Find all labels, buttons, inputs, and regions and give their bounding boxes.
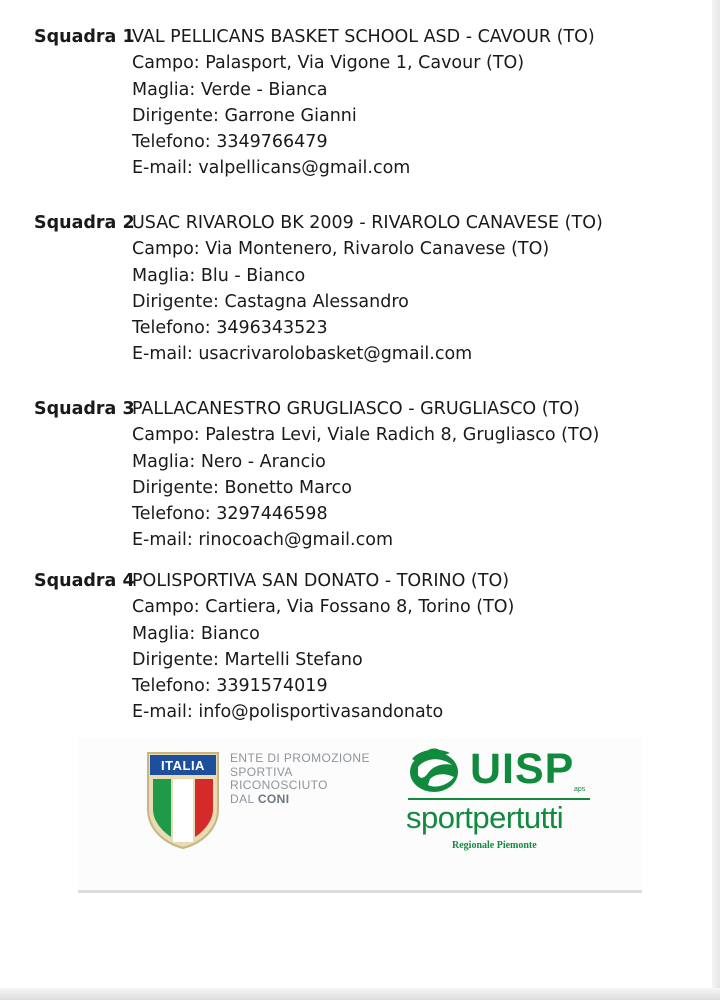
team-4-name: POLISPORTIVA SAN DONATO - TORINO (TO) <box>132 571 510 591</box>
team-2-heading <box>34 210 603 236</box>
team-2-campo: Campo: Via Montenero, Rivarolo Canavese (TO) <box>132 239 550 260</box>
team-2-dirigente: Dirigente: Castagna Alessandro <box>132 291 409 312</box>
team-4-block <box>34 568 514 726</box>
team-2-name: USAC RIVAROLO BK 2009 - RIVAROLO CANAVESE (TO) <box>132 213 603 233</box>
page-edge-shadow-bottom <box>0 988 720 1000</box>
team-1-block <box>34 24 595 182</box>
team-1-label: Squadra 1 <box>34 27 135 47</box>
italia-shield-icon <box>146 751 220 849</box>
uisp-globe-icon <box>404 745 468 795</box>
ente-line-3: RICONOSCIUTO <box>230 778 328 792</box>
team-3-maglia: Maglia: Nero - Arancio <box>132 451 326 472</box>
team-4-maglia: Maglia: Bianco <box>132 623 260 644</box>
ente-line-4 <box>230 793 370 807</box>
team-2-email: E-mail: usacrivarolobasket@gmail.com <box>132 344 473 365</box>
team-3-telefono: Telefono: 3297446598 <box>132 504 328 525</box>
uisp-aps: aps <box>574 786 586 793</box>
team-3-email: E-mail: rinocoach@gmail.com <box>132 530 393 551</box>
team-3-block <box>34 396 599 554</box>
team-1-email: E-mail: valpellicans@gmail.com <box>132 158 411 179</box>
team-1-dirigente: Dirigente: Garrone Gianni <box>132 105 357 126</box>
ente-promozione-text <box>230 752 370 806</box>
team-4-dirigente: Dirigente: Martelli Stefano <box>132 649 363 670</box>
ente-line-2: SPORTIVA <box>230 764 293 779</box>
team-1-telefono: Telefono: 3349766479 <box>132 132 328 153</box>
team-3-name: PALLACANESTRO GRUGLIASCO - GRUGLIASCO (TO) <box>132 399 580 419</box>
regionale-piemonte: Regionale Piemonte <box>452 840 537 851</box>
team-2-telefono: Telefono: 3496343523 <box>132 318 328 339</box>
team-1-name: VAL PELLICANS BASKET SCHOOL ASD - CAVOUR (TO) <box>132 27 595 47</box>
uisp-wordmark: UISP <box>470 745 575 793</box>
team-1-heading <box>34 24 595 50</box>
team-4-telefono: Telefono: 3391574019 <box>132 676 328 697</box>
team-1-maglia: Maglia: Verde - Bianca <box>132 79 328 100</box>
team-3-dirigente: Dirigente: Bonetto Marco <box>132 477 352 498</box>
team-2-maglia: Maglia: Blu - Bianco <box>132 265 306 286</box>
team-3-heading <box>34 396 599 422</box>
team-2-block <box>34 210 603 368</box>
team-2-label: Squadra 2 <box>34 213 135 233</box>
sportpertutti-tagline: sportpertutti <box>406 800 564 835</box>
team-1-campo: Campo: Palasport, Via Vigone 1, Cavour (TO) <box>132 53 525 74</box>
team-4-heading <box>34 568 514 594</box>
italia-label: ITALIA <box>161 758 205 773</box>
team-4-email: E-mail: info@polisportivasandonato <box>132 702 444 723</box>
ente-dal: DAL <box>230 791 255 806</box>
team-4-campo: Campo: Cartiera, Via Fossano 8, Torino (TO) <box>132 597 515 618</box>
team-3-label: Squadra 3 <box>34 399 135 419</box>
ente-line-1: ENTE DI PROMOZIONE <box>230 751 370 765</box>
ente-coni: CONI <box>257 791 290 806</box>
page-edge-shadow-right <box>712 0 720 1000</box>
team-4-label: Squadra 4 <box>34 571 135 591</box>
team-3-campo: Campo: Palestra Levi, Viale Radich 8, Grugliasco (TO) <box>132 425 600 446</box>
footer-divider <box>78 890 642 893</box>
